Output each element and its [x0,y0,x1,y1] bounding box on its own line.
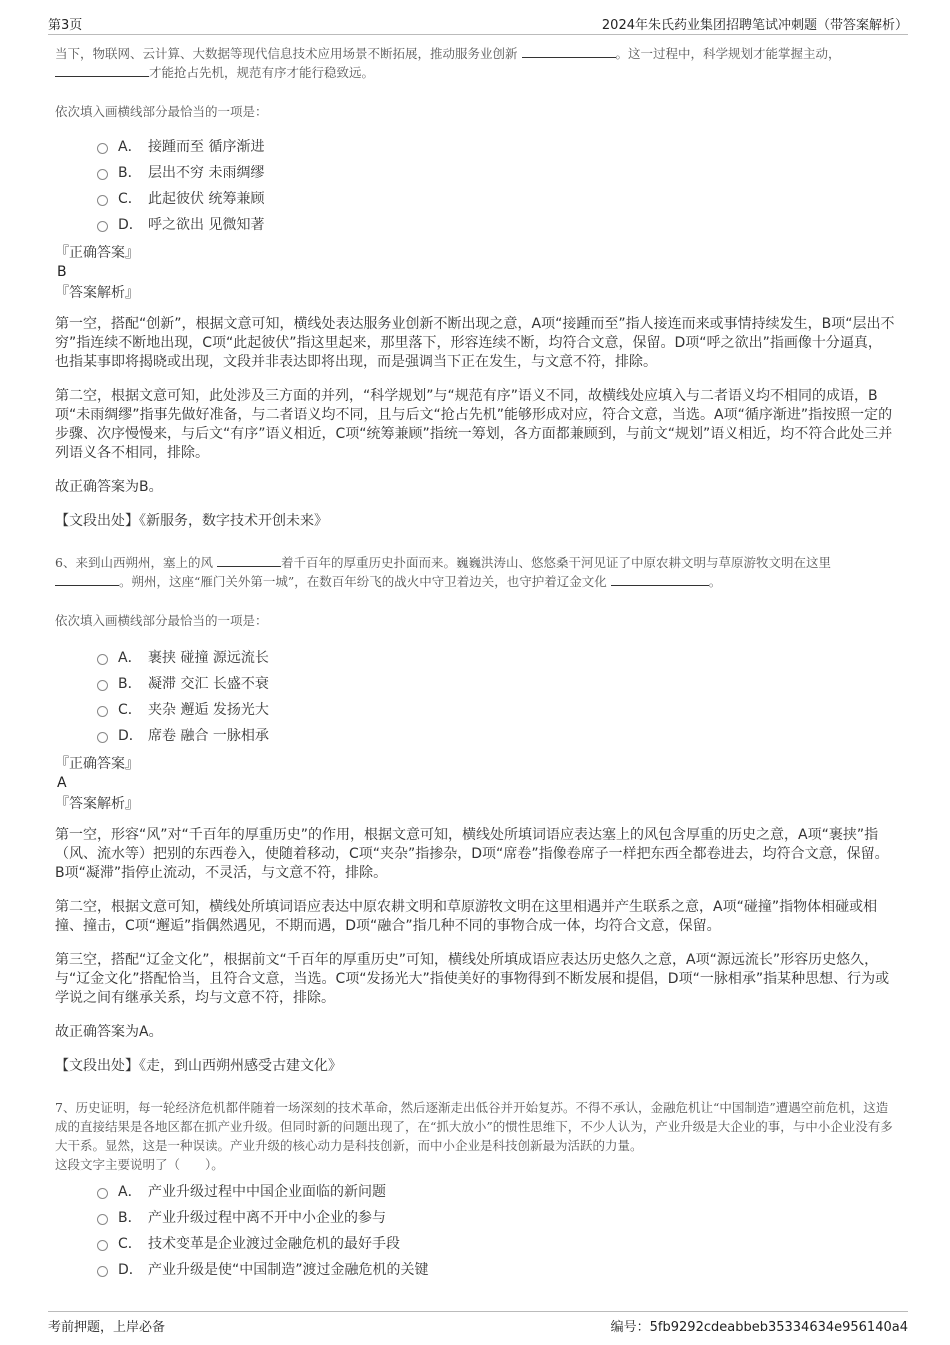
option-text: 层出不穷 未雨绸缪 [148,165,265,181]
answer-value: B [57,264,67,280]
option-letter: C． [118,702,142,718]
stem-text: 着千百年的厚重历史扑面而来。巍巍洪涛山、悠悠桑干河见证了中原农耕文明与草原游牧文明在这里 [280,555,831,570]
question-5 [55,44,895,531]
analysis-conclusion: 故正确答案为B。 [55,479,163,495]
stem-text: 。 [708,574,722,589]
question-6-options [55,644,895,748]
radio-icon[interactable] [97,1188,108,1199]
option-text: 席卷 融合 一脉相承 [148,728,269,744]
document-title: 2024年朱氏药业集团招聘笔试冲刺题（带答案解析） [601,18,908,33]
option-b[interactable] [97,1204,895,1230]
stem-text: 才能抢占先机，规范有序才能行稳致远。 [149,65,375,80]
option-text: 产业升级过程中中国企业面临的新问题 [148,1184,386,1200]
question-5-stem [55,44,895,82]
option-b[interactable] [97,159,895,185]
analysis-paragraph: 第一空，形容“风”对“千百年的厚重历史”的作用，根据文意可知，横线处所填词语应表达塞上的风包含厚重的历史之意，A项“裹挟”指（风、流水等）把别的东西卷入，使随着移动，C项“夹杂”指掺杂，D项“席卷”指像卷席子一样把东西全都卷进去，均符合文意，保留。B项“凝滞”指停止流动，不灵活，与文意不符，排除。 [55,827,889,881]
analysis-conclusion: 故正确答案为A。 [55,1024,163,1040]
option-text: 产业升级过程中离不开中小企业的参与 [148,1210,386,1226]
option-letter: A． [118,139,142,155]
option-letter: D． [118,1262,143,1278]
option-letter: A． [118,1184,142,1200]
option-letter: C． [118,191,142,207]
option-text: 夹杂 邂逅 发扬光大 [148,702,269,718]
question-6-stem [55,553,895,591]
page-content [55,44,895,1282]
radio-icon[interactable] [97,654,108,665]
option-c[interactable] [97,185,895,211]
blank-3 [611,573,709,586]
stem-text: 。这一过程中，科学规划才能掌握主动， [615,46,841,61]
analysis-paragraph: 第二空，根据文意可知，横线处所填词语应表达中原农耕文明和草原游牧文明在这里相遇并产生联系之意，A项“碰撞”指物体相碰或相撞、撞击，C项“邂逅”指偶然遇见，不期而遇，D项“融合”指几种不同的事物合成一体，均符合文意，保留。 [55,899,878,934]
option-text: 产业升级是使“中国制造”渡过金融危机的关键 [148,1262,429,1278]
stem-text: 。朔州，这座“雁门关外第一城”，在数百年纷飞的战火中守卫着边关，也守护着辽金文化 [119,574,607,589]
option-letter: A． [118,650,142,666]
page-number: 第3页 [48,18,83,33]
question-7-options [55,1178,895,1282]
document-id: 编号：5fb9292cdeabbeb35334634e956140a4 [610,1320,908,1335]
question-6 [55,553,895,1076]
radio-icon[interactable] [97,169,108,180]
stem-text: 当下，物联网、云计算、大数据等现代信息技术应用场景不断拓展，推动服务业创新 [55,46,518,61]
option-d[interactable] [97,211,895,237]
question-5-prompt: 依次填入画横线部分最恰当的一项是： [55,104,268,119]
option-text: 呼之欲出 见微知著 [148,217,265,233]
radio-icon[interactable] [97,680,108,691]
blank-1 [217,554,281,567]
option-a[interactable] [97,644,895,670]
option-d[interactable] [97,722,895,748]
page-header [48,12,908,35]
option-letter: B． [118,676,142,692]
option-text: 裹挟 碰撞 源远流长 [148,650,269,666]
answer-value: A [57,775,67,791]
blank-2 [55,64,149,77]
radio-icon[interactable] [97,1214,108,1225]
source-note: 【文段出处】《走，到山西朔州感受古建文化》 [55,1058,342,1074]
radio-icon[interactable] [97,221,108,232]
question-5-options [55,133,895,237]
radio-icon[interactable] [97,143,108,154]
option-text: 凝滞 交汇 长盛不衰 [148,676,269,692]
question-7 [55,1098,895,1282]
radio-icon[interactable] [97,732,108,743]
option-d[interactable] [97,1256,895,1282]
page-footer [48,1311,908,1336]
source-note: 【文段出处】《新服务，数字技术开创未来》 [55,513,328,529]
radio-icon[interactable] [97,1266,108,1277]
question-6-prompt: 依次填入画横线部分最恰当的一项是： [55,613,268,628]
answer-label: 『正确答案』 [55,245,139,261]
option-a[interactable] [97,133,895,159]
option-text: 此起彼伏 统筹兼顾 [148,191,265,207]
option-letter: C． [118,1236,142,1252]
stem-text: 6、来到山西朔州，塞上的风 [55,555,213,570]
option-text: 接踵而至 循序渐进 [148,139,265,155]
blank-1 [522,45,616,58]
analysis-body [55,826,895,1042]
option-c[interactable] [97,1230,895,1256]
blank-2 [55,573,119,586]
option-letter: D． [118,728,143,744]
option-letter: B． [118,165,142,181]
option-b[interactable] [97,670,895,696]
option-text: 技术变革是企业渡过金融危机的最好手段 [148,1236,400,1252]
option-a[interactable] [97,1178,895,1204]
question-7-prompt: 这段文字主要说明了（ ）。 [55,1157,224,1172]
option-letter: B． [118,1210,142,1226]
footer-slogan: 考前押题，上岸必备 [48,1320,166,1335]
radio-icon[interactable] [97,195,108,206]
analysis-label: 『答案解析』 [55,285,139,301]
answer-label: 『正确答案』 [55,756,139,772]
option-letter: D． [118,217,143,233]
analysis-paragraph: 第二空，根据文意可知，此处涉及三方面的并列，“科学规划”与“规范有序”语义不同，故横线处应填入与二者语义均不相同的成语，B项“未雨绸缪”指事先做好准备，与二者语义均不同，且与后文“抢占先机”能够形成对应，符合文意，当选。A项“循序渐进”指按照一定的步骤、次序慢慢来，与后文“有序”语义相近，C项“统筹兼顾”指统一筹划，各方面都兼顾到，与前文“规划”语义相近，均不符合此处三并列语义各不相同，排除。 [55,388,893,461]
radio-icon[interactable] [97,706,108,717]
option-c[interactable] [97,696,895,722]
radio-icon[interactable] [97,1240,108,1251]
analysis-paragraph: 第三空，搭配“辽金文化”，根据前文“千百年的厚重历史”可知，横线处所填成语应表达历史悠久之意，A项“源远流长”形容历史悠久，与“辽金文化”搭配恰当，且符合文意，当选。C项“发扬光大”指使美好的事物得到不断发展和提倡，D项“一脉相承”指某种思想、行为或学说之间有继承关系，均与文意不符，排除。 [55,952,890,1006]
analysis-body [55,315,895,497]
analysis-paragraph: 第一空，搭配“创新”，根据文意可知，横线处表达服务业创新不断出现之意，A项“接踵而至”指人接连而来或事情持续发生，B项“层出不穷”指连续不断地出现，C项“此起彼伏”指这里起来，那里落下，形容连续不断，均符合文意，保留。D项“呼之欲出”指画像十分逼真，也指某事即将揭晓或出现，文段并非表达即将出现，而是强调当下正在发生，与文意不符，排除。 [55,316,895,370]
question-7-stem: 7、历史证明，每一轮经济危机都伴随着一场深刻的技术革命，然后逐渐走出低谷并开始复苏。不得不承认，金融危机让“中国制造”遭遇空前危机，这造成的直接结果是各地区都在抓产业升级。但同时新的问题出现了，在“抓大放小”的惯性思维下，不少人认为，产业升级是大企业的事，与中小企业没有多大干系。显然，这是一种误读。产业升级的核心动力是科技创新，而中小企业是科技创新最为活跃的力量。 [55,1100,893,1153]
analysis-label: 『答案解析』 [55,796,139,812]
